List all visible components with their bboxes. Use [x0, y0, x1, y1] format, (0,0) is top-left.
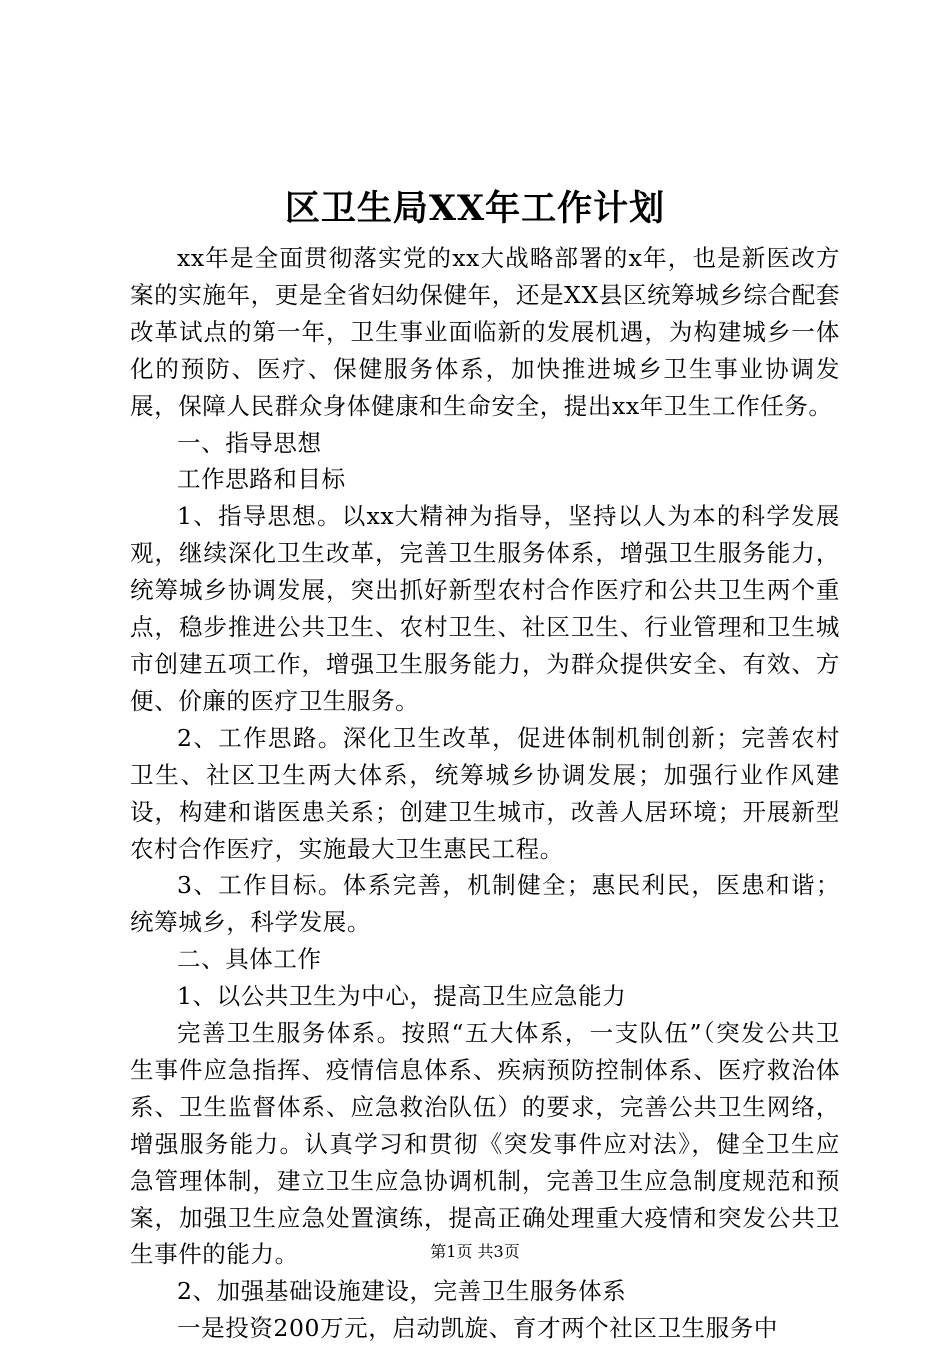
section-heading-specific-work: 二、具体工作 — [177, 945, 322, 974]
paragraph-health-service-system: 完善卫生服务体系。按照“五大体系，一支队伍”（突发公共卫生事件应急指挥、疫情信息体系、疾病预防控制体系、医疗救治体系、卫生监督体系、应急救治队伍）的要求，完善公共卫生网络，增强服务能力。认真学习和贯彻《突发事件应对法》，健全卫生应急管理体制，建立卫生应急协调机制，完善卫生应急制度规范和预案，加强卫生应急处置演练，提高正确处理重大疫情和突发公共卫生事件的能力。 — [130, 1019, 840, 1269]
paragraph-investment: 一是投资200万元，启动凯旋、育才两个社区卫生服务中 — [177, 1314, 778, 1343]
intro-paragraph: xx年是全面贯彻落实党的xx大战略部署的x年，也是新医改方案的实施年，更是全省妇幼保健年，还是XX县区统筹城乡综合配套改革试点的第一年，卫生事业面临新的发展机遇，为构建城乡一体化的预防、医疗、保健服务体系，加快推进城乡卫生事业协调发展，保障人民群众身体健康和生命安全，提出xx年卫生工作任务。 — [130, 244, 840, 420]
section-heading-guiding-ideology: 一、指导思想 — [177, 428, 322, 457]
paragraph-work-ideas: 2、工作思路。深化卫生改革，促进体制机制创新；完善农村卫生、社区卫生两大体系，统筹城乡协调发展；加强行业作风建设，构建和谐医患关系；创建卫生城市，改善人居环境；开展新型农村合作医疗，实施最大卫生惠民工程。 — [130, 723, 840, 863]
subheading-ideas-and-goals: 工作思路和目标 — [177, 465, 346, 494]
document-body — [130, 240, 840, 1347]
page-footer: 第1页 共3页 — [430, 1242, 520, 1261]
paragraph-work-goals: 3、工作目标。体系完善，机制健全；惠民利民，医患和谐；统筹城乡，科学发展。 — [130, 871, 840, 937]
subheading-public-health: 1、以公共卫生为中心，提高卫生应急能力 — [177, 982, 627, 1011]
subheading-infrastructure: 2、加强基础设施建设，完善卫生服务体系 — [177, 1277, 627, 1306]
document-title: 区卫生局XX年工作计划 — [284, 188, 666, 229]
paragraph-guiding-ideology: 1、指导思想。以xx大精神为指导，坚持以人为本的科学发展观，继续深化卫生改革，完善卫生服务体系，增强卫生服务能力，统筹城乡协调发展，突出抓好新型农村合作医疗和公共卫生两个重点，稳步推进公共卫生、农村卫生、社区卫生、行业管理和卫生城市创建五项工作，增强卫生服务能力，为群众提供安全、有效、方便、价廉的医疗卫生服务。 — [130, 502, 840, 715]
